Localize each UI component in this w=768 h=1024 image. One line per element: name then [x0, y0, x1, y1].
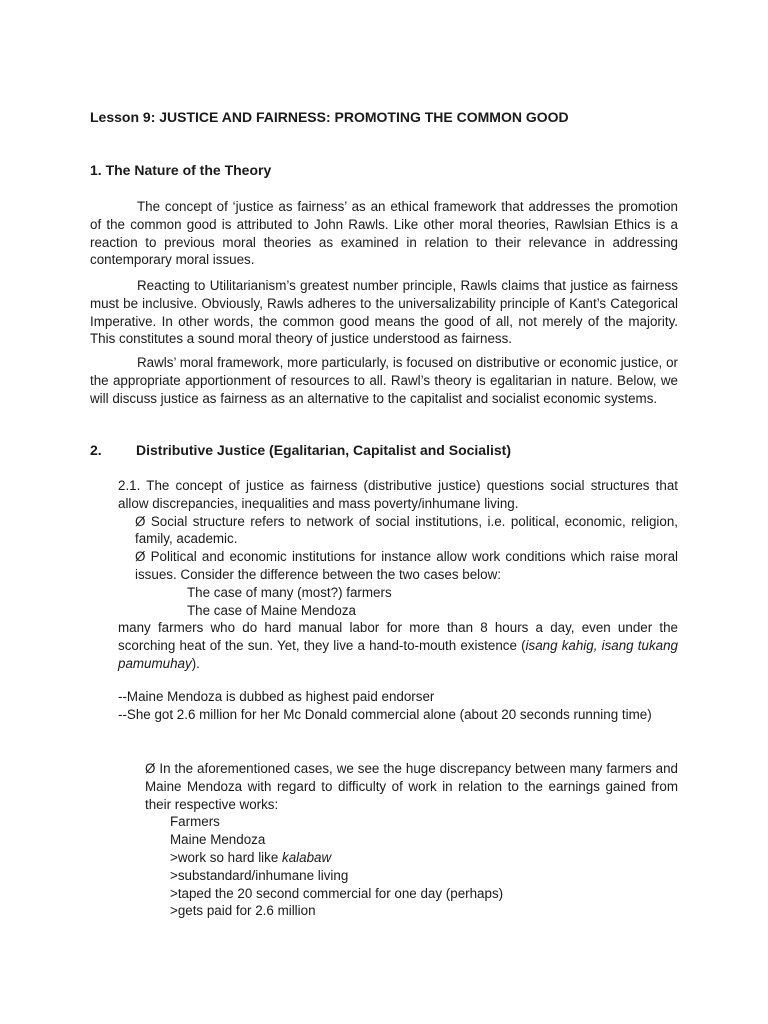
- paragraph-3: Rawls’ moral framework, more particularly, is focused on distributive or economic justice, or the appropriate apportionment of resources to all. Rawl’s theory is egalitarian in nature. Below, we will discuss justice as fairness as an alternative to the capitalist and socialist economic systems.: [90, 355, 678, 406]
- point-2-1: 2.1. The concept of justice as fairness (distributive justice) questions social structures that allow discrepancies, inequalities and mass poverty/inhumane living.: [118, 478, 678, 511]
- maine-fact-endorser: --Maine Mendoza is dubbed as highest paid endorser: [118, 689, 435, 704]
- case-farmers: The case of many (most?) farmers: [187, 584, 392, 600]
- list-farmers: Farmers: [170, 814, 220, 830]
- list-work-text: >work so hard like: [170, 849, 283, 865]
- list-taped: >taped the 20 second commercial for one day (perhaps): [170, 885, 504, 901]
- section-1-heading: 1. The Nature of the Theory: [90, 162, 272, 178]
- farmers-italic-phrase: isang kahig, isang tukang pamumuhay: [118, 638, 678, 671]
- bullet-discrepancy: Ø In the aforementioned cases, we see the huge discrepancy between many farmers and Maine Mendoza with regard to difficulty of work in relation to the earnings gained from their respective works:: [145, 761, 678, 812]
- case-maine: The case of Maine Mendoza: [187, 602, 356, 618]
- list-maine: Maine Mendoza: [170, 832, 266, 848]
- bullet-social-structure: Ø Social structure refers to network of social institutions, i.e. political, economic, religion, family, academic.: [135, 513, 678, 547]
- farmers-text: many farmers who do hard manual labor for more than 8 hours a day, even under the scorching heat of the sun. Yet, they live a hand-to-mouth existence (: [118, 620, 678, 654]
- paragraph-1: The concept of ‘justice as fairness’ as an ethical framework that addresses the promotion of the common good is attributed to John Rawls. Like other moral theories, Rawlsian Ethics is a reaction to previous moral theories as examined in relation to their relevance in addressing contemporary moral issues.: [90, 199, 678, 268]
- maine-facts: [118, 688, 698, 724]
- list-work: [145, 849, 678, 867]
- section-2-heading: [90, 442, 511, 460]
- paragraph-2: Reacting to Utilitarianism’s greatest number principle, Rawls claims that justice as fairness must be inclusive. Obviously, Rawls adheres to the universalizability principle of Kant’s Categorical Imperative. In other words, the common good means the good of all, not merely of the majority. This constitutes a sound moral theory of justice understood as fairness.: [90, 278, 678, 347]
- distributive-justice-block: [118, 477, 678, 673]
- bullet-institutions: Ø Political and economic institutions for instance allow work conditions which raise moral issues. Consider the difference between the two cases below:: [135, 549, 678, 582]
- farmers-description: [118, 619, 678, 672]
- list-paid: >gets paid for 2.6 million: [170, 903, 316, 919]
- maine-fact-commercial: --She got 2.6 million for her Mc Donald commercial alone (about 20 seconds running time): [118, 706, 652, 722]
- list-work-italic: kalabaw: [282, 849, 332, 865]
- lesson-title: Lesson 9: JUSTICE AND FAIRNESS: PROMOTING THE COMMON GOOD: [90, 109, 569, 125]
- section-2-title: Distributive Justice (Egalitarian, Capitalist and Socialist): [136, 442, 511, 458]
- farmers-text-end: ).: [191, 655, 200, 671]
- comparison-block: [145, 760, 678, 920]
- list-substandard: >substandard/inhumane living: [170, 867, 349, 883]
- section-2-number: 2.: [90, 442, 102, 458]
